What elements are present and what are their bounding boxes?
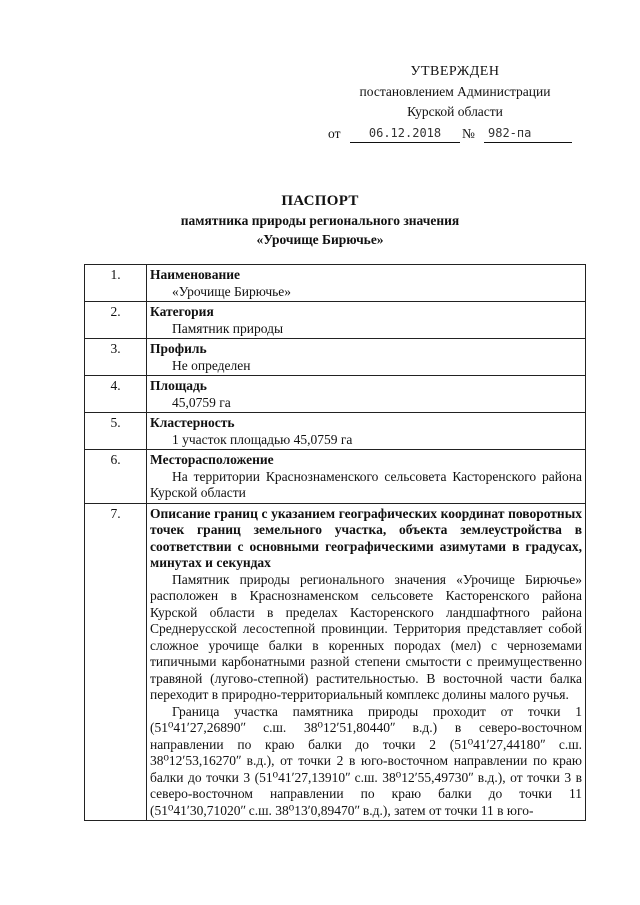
row-value: 1 участок площадью 45,0759 га	[172, 431, 353, 447]
row-label: Площадь	[150, 378, 207, 393]
table-row	[85, 376, 586, 413]
table-row	[85, 265, 586, 302]
row-value: 45,0759 га	[172, 394, 231, 410]
table-row	[85, 503, 586, 821]
order-number: 982-па	[484, 125, 572, 143]
row-content	[147, 413, 586, 450]
row-label: Описание границ с указанием географических координат поворотных точек границ земельного участка, объекта землеустройства в соответствии с основными географическими азимутами в градусах, минутах и секундах	[150, 505, 582, 570]
row-label: Профиль	[150, 341, 207, 356]
document-heading	[0, 192, 640, 249]
row-label: Категория	[150, 304, 214, 319]
row-content	[147, 265, 586, 302]
row-number: 3.	[85, 339, 147, 376]
row-value: Памятник природы	[172, 320, 284, 336]
row-number: 1.	[85, 265, 147, 302]
approval-line-2: Курской области	[407, 104, 503, 119]
row-content	[147, 503, 586, 821]
table-row	[85, 302, 586, 339]
row-number: 5.	[85, 413, 147, 450]
table-row	[85, 413, 586, 450]
document-object-name: «Урочище Бирючье»	[256, 232, 384, 247]
row-number: 6.	[85, 450, 147, 504]
row-number: 2.	[85, 302, 147, 339]
row-number: 7.	[85, 503, 147, 821]
row-number: 4.	[85, 376, 147, 413]
passport-table	[84, 264, 586, 821]
approval-title: УТВЕРЖДЕН	[410, 64, 500, 79]
document-subtitle: памятника природы регионального значения	[180, 213, 460, 228]
row-value: «Урочище Бирючье»	[172, 283, 292, 299]
document-title: ПАСПОРТ	[281, 193, 359, 209]
table-row	[85, 450, 586, 504]
row-value: На территории Краснознаменского сельсовета Касторенского района Курской области	[150, 468, 582, 500]
row-content	[147, 339, 586, 376]
row-content	[147, 450, 586, 504]
approval-line-1: постановлением Администрации	[359, 84, 551, 99]
order-date: 06.12.2018	[350, 125, 460, 143]
table-row	[85, 339, 586, 376]
row-value: Не определен	[172, 357, 251, 373]
description-paragraph: Памятник природы регионального значения «Урочище Бирючье» расположен в Краснознаменском сельсовете Касторенского района Курской области в пределах Касторенского ландшафтного района Среднерусской лесостепной провинции. Территория представляет собой сложное урочище балки в коренных породах (мел) с черноземами типичными карбонатными разной степени смытости с преимущественно травяной (лугово-степной) растительностью. В восточной части балка переходит в природно-территориальный комплекс долины малого ручья.	[150, 571, 582, 702]
row-label: Месторасположение	[150, 452, 274, 467]
row-label: Наименование	[150, 267, 240, 282]
order-number-sign: №	[462, 126, 475, 141]
boundary-paragraph: Граница участка памятника природы проходит от точки 1 (51⁰41ʹ27,26890ʺ с.ш. 38⁰12ʹ51,80440ʺ в.д.) в северо-восточном направлении по краю балки до точки 2 (51⁰41ʹ27,44180ʺ с.ш. 38⁰12ʹ53,16270ʺ в.д.), от точки 2 в юго-восточном направлении по краю балки до точки 3 (51⁰41ʹ27,13910ʺ с.ш. 38⁰12ʹ55,49730ʺ в.д.), от точки 3 в северо-восточном направлении по краю балки до точки 11 (51⁰41ʹ30,71020ʺ с.ш. 38⁰13ʹ0,89470ʺ в.д.), затем от точки 11 в юго-	[150, 703, 582, 818]
order-ot-label: от	[328, 126, 341, 141]
row-content	[147, 302, 586, 339]
row-label: Кластерность	[150, 415, 235, 430]
approval-block	[320, 62, 590, 144]
order-line	[320, 124, 590, 144]
row-content	[147, 376, 586, 413]
